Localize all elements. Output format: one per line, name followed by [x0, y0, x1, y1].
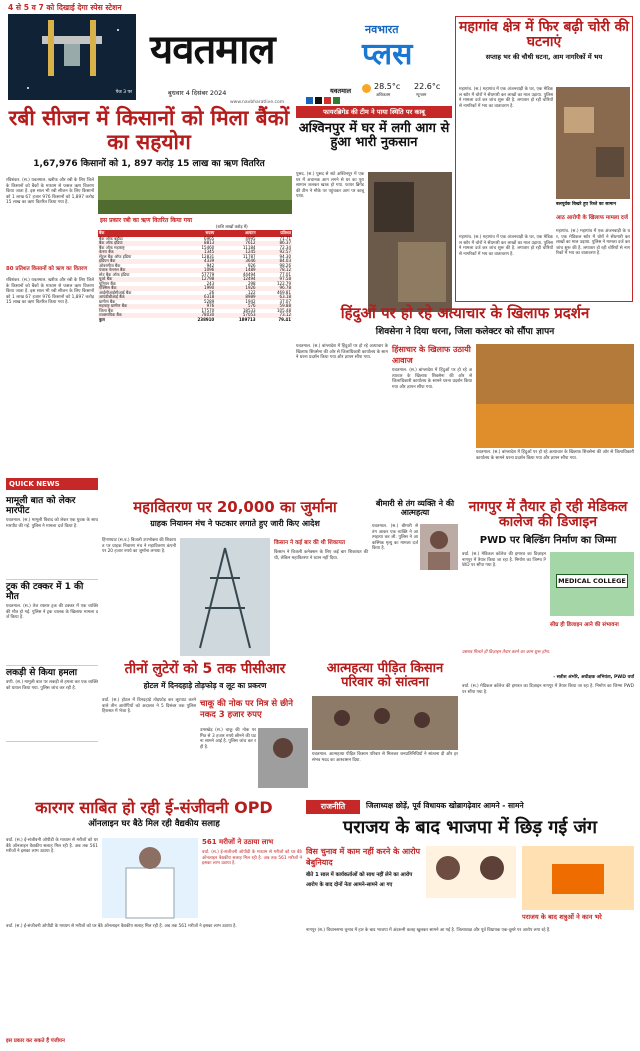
politics-label: राजनीति — [306, 800, 360, 814]
fire-body: पुसद. (स.) पुसद से सटे अश्विनपुर में एक घर में अचानक आग लगने से घर का पूरा सामान जलकर खाक हो गया. फायर ब्रिगेड की टीम ने मौके पर पहुंचकर आग पर काबू पाया. — [296, 172, 366, 199]
loan-cell: केनरा बैंक — [99, 249, 114, 254]
knife-title: चाकू की नोक पर मित्र से छीने नकद 3 हजार रुपए — [200, 699, 293, 720]
loan-cell: 1245 — [245, 249, 256, 254]
masthead — [140, 4, 452, 104]
opd-body-2: वर्धा. (स.) ई-संजीवनी ओपीडी के माध्यम से मरीजों को घर बैठे ऑनलाइन वैद्यकीय सलाह मिल रही है. अब तक 561 मरीजों ने इसका लाभ उठाया है. — [202, 850, 304, 866]
space-station-image — [8, 14, 136, 100]
teaser-headline: 4 से 5 व 7 को दिखाई देगा स्पेस स्टेशन — [8, 3, 122, 12]
loan-cell: 92.57 — [279, 249, 291, 254]
loan-cell: 298 — [247, 280, 256, 286]
loan-cell: 942 — [206, 262, 215, 268]
politics-sub: विस चुनाव में काम नहीं करने के आरोप बेबुनियाद — [306, 847, 421, 867]
opd-subtitle: ऑनलाइन घर बैठे मिल रही वैद्यकीय सलाह — [88, 819, 220, 829]
medical-story — [462, 500, 634, 772]
loan-cell: 1096 — [204, 267, 215, 272]
mahavitaran-story — [102, 500, 368, 658]
lead-body: रविशंकर. (स.) यवतमाल. खरीफ और रबी के लिए जिले के किसानों को बैंकों के माध्यम से फसल ऋण वितरण किया जाता है. इस साल भी रबी सीजन के लिए किसानों को 1 लाख 67 हजार 976 किसानों को 1,897 करोड़ 15 लाख का ऋण वितरित किया गया है. — [6, 178, 96, 205]
theft-photo-caption: बलपूर्वक बिखरे हुए रिश्ते का सामान — [556, 202, 616, 207]
politics-points — [306, 872, 422, 891]
loan-cell: 976 — [206, 303, 215, 308]
medical-sign-text: MEDICAL COLLEGE — [556, 574, 628, 588]
robbers-subtitle: होटल में दिनदहाड़े तोड़फोड़ व लूट का प्रकरण — [143, 681, 267, 690]
medical-body: वर्धा. (स.) मेडिकल कॉलेज की इमारत का डिज़ाइन नागपुर में तैयार किया जा रहा है. निर्माण का जिम्मा PWD पर सौंपा गया है. — [462, 552, 548, 568]
loan-cell: यूको बैंक — [99, 276, 113, 281]
loan-cell: 238910 — [197, 316, 215, 322]
quick-news-body: यवतमाल. (स.) तेज रफ्तार ट्रक की टक्कर में एक व्यक्ति की मौत हो गई. पुलिस ने ट्रक चालक के खिलाफ मामला दर्ज किया है. — [6, 604, 98, 666]
medical-title: नागपुर में तैयार हो रही मेडिकल कालेज की डिजाइन — [468, 499, 628, 530]
loan-table-title: इस प्रकार रबी का ऋण वितरित किया गया — [100, 217, 193, 224]
temp-max-label: अधिकतम — [376, 92, 391, 97]
loan-cell: बैंक ऑफ बड़ौदा — [99, 235, 123, 241]
loan-cell: 12798 — [201, 276, 215, 281]
theft-body-more: महागांव. (स.) महागांव में एक अंजनवाड़ी के घर, एक मेडिकल स्टोर में चोरों ने सेंधमारी कर लाखों का माल उड़ाया. पुलिस ने मामला दर्ज कर जांच शुरू की है. लगातार हो रही चोरियों से नागरिकों में भय का वातावरण है. — [459, 235, 555, 257]
theft-subtitle: सप्ताह भर की चौथी घटना, आम नागरिकों में भय — [485, 53, 603, 62]
loan-cell: 63.18 — [279, 294, 291, 299]
loan-cell: जिला बैंक — [99, 307, 114, 313]
loan-cell: 26 — [209, 289, 215, 295]
robbers-story — [102, 662, 308, 796]
fire-photo — [368, 172, 452, 312]
loan-col-header: आवंटन — [215, 230, 256, 237]
loan-cell: 73.12 — [279, 312, 291, 317]
loan-cell: 105.48 — [277, 307, 291, 313]
mahavitaran-body: हिंगणघाट (स.व.) बिजली उपभोक्ता की शिकायत पर ग्राहक निवारण मंच ने महावितरण कंपनी पर 20 हजार रुपये का जुर्माना लगाया है. — [102, 538, 178, 554]
politics-title: पराजय के बाद भाजपा में छिड़ गई जंग — [343, 817, 597, 838]
loan-cell: ओवरसीज बैंक — [99, 262, 121, 268]
election-photo — [522, 846, 634, 910]
temp-min-label: न्यूनतम — [416, 92, 427, 97]
protest-subtitle: शिवसेना ने दिया धरना, जिला कलेक्टर को सौंपा ज्ञापन — [375, 327, 555, 337]
loan-cell: 7612 — [245, 240, 256, 245]
website[interactable]: www.navbharatlive.com — [230, 100, 285, 105]
politics-point: आरोप के बाद दोनों नेता आमने-सामने आ गए — [306, 881, 393, 888]
whatsapp-icon[interactable] — [333, 97, 340, 104]
mahavitaran-subtitle: ग्राहक नियामन मंच ने फटकार लगाते हुए जारी किए आदेश — [150, 519, 320, 528]
quick-news — [6, 478, 98, 774]
facebook-icon[interactable] — [306, 97, 313, 104]
sun-icon — [362, 84, 371, 93]
protest-story — [296, 304, 634, 474]
loan-cell: 71.71 — [279, 235, 291, 241]
lead-subtitle: 1,67,976 किसानों को 1, 897 करोड़ 15 लाख का ऋण वितरित — [33, 159, 265, 169]
loan-cell: 122 — [247, 289, 256, 295]
loan-cell: इंडियन बैंक — [99, 258, 116, 263]
loan-cell: 1942 — [245, 298, 256, 304]
loan-cell: 98.26 — [279, 262, 291, 268]
loan-cell: 78030 — [201, 312, 215, 317]
loan-cell: 78.12 — [279, 267, 291, 272]
loan-cell: 5289 — [204, 298, 215, 304]
protest-title: हिंदुओं पर हो रहे अत्याचार के खिलाफ प्रदर्शन — [340, 304, 590, 322]
farmer-photo — [312, 696, 458, 750]
fire-title: अश्विनपुर में घर में लगी आग से हुआ भारी नुकसान — [298, 121, 450, 151]
issue-date: बुधवार 4 दिसंबर 2024 — [168, 89, 227, 97]
loan-cell: 37.07 — [279, 298, 291, 304]
loan-cell: 11184 — [242, 244, 256, 250]
portrait-photo — [420, 524, 458, 570]
loan-cell: 59.88 — [279, 303, 291, 308]
politics-story — [306, 800, 634, 1046]
loan-cell: 6318 — [204, 294, 215, 299]
loan-table-note: (राशि लाखों करोड़ में) — [216, 224, 248, 229]
loan-cell: 469.81 — [277, 289, 291, 295]
opd-body: वर्धा. (स.) ई-संजीवनी ओपीडी के माध्यम से मरीजों को घर बैठे ऑनलाइन वैद्यकीय सलाह मिल रही है. अब तक 561 मरीजों ने इसका लाभ उठाया है. — [6, 838, 100, 854]
politicians-photo — [426, 846, 516, 898]
knife-body: उमरखेड़ (स.) चाकू की नोक पर मित्र से 3 हजार रुपये छीनने की घटना सामने आई है. पुलिस जांच कर रही है. — [200, 728, 258, 750]
theft-story — [455, 16, 633, 302]
x-icon[interactable] — [315, 97, 322, 104]
loan-cell: ग्रामीण बैंक — [99, 298, 116, 304]
opd-closing: इस प्रकार कर सकते हैं पंजीयन — [6, 1038, 65, 1044]
loan-cell: 77.01 — [279, 271, 291, 277]
loan-cell: 11787 — [242, 253, 256, 259]
loan-cell: महाराष्ट्र ग्रामीण बैंक — [99, 303, 128, 308]
youtube-icon[interactable] — [324, 97, 331, 104]
loan-col-header: बैंक — [98, 230, 174, 237]
loan-cell: 1926 — [245, 285, 256, 290]
loan-cell: 576 — [247, 303, 256, 308]
loan-cell: यूनियन बैंक — [99, 280, 116, 286]
knife-photo — [258, 728, 308, 788]
loan-cell: कुल — [99, 316, 105, 322]
loan-cell: व्यवसायिक बैंक — [99, 312, 122, 317]
loan-cell: पंजाब नेशनल बैंक — [99, 267, 126, 272]
protest-sub-head: हिंसाचार के खिलाफ उठायी आवाज — [392, 345, 471, 365]
fire-story — [296, 106, 452, 330]
mahavitaran-box-caption: किसान ने कई बार की थी शिकायत — [274, 540, 346, 546]
loan-cell: स्टेट बैंक ऑफ इंडिया — [99, 271, 130, 277]
theft-side-title: आठ आरोपी के खिलाफ मामला दर्ज — [556, 215, 628, 221]
protest-body: यवतमाल. (स.) बांग्लादेश में हिंदुओं पर हो रहे अत्याचार के खिलाफ शिवसेना की ओर से जिलाधिकारी कार्यालय के सामने धरना प्रदर्शन किया गया और ज्ञापन सौंपा गया. — [296, 344, 390, 360]
teaser-page-ref[interactable]: पेज 3 पर — [115, 90, 132, 95]
loan-cell: 6965 — [204, 235, 215, 241]
quick-news-title: मामूली बात को लेकर मारपीट — [6, 496, 76, 516]
brand-bottom: प्लस — [362, 37, 413, 72]
weather-city: यवतमाल — [330, 87, 352, 95]
opd-title: कारगर साबित हो रही ई-संजीवनी OPD — [35, 798, 273, 817]
medical-quote: प्रस्ताव मिलते ही डिज़ाइन तैयार करने का काम शुरू होगा. — [462, 650, 551, 655]
protest-caption: यवतमाल. (स.) बांग्लादेश में हिंदुओं पर हो रहे अत्याचार के खिलाफ शिवसेना की ओर से जिलाधिकारी कार्यालय के सामने धरना प्रदर्शन किया गया और ज्ञापन सौंपा गया. — [476, 450, 636, 461]
loan-cell: 57779 — [201, 271, 215, 277]
loan-cell: 12831 — [201, 253, 215, 259]
social-icons[interactable] — [306, 97, 340, 104]
crop-photo — [98, 176, 292, 214]
loan-cell: बैंक ऑफ महाराष्ट्र — [99, 244, 125, 250]
quick-news-title: लकड़ी से किया हमला — [6, 668, 78, 678]
medical-subtitle: PWD पर बिल्डिंग निर्माण का जिम्मा — [479, 535, 617, 546]
loan-cell: सेंट्रल बैंक ऑफ इंडिया — [99, 253, 132, 259]
loan-cell: 15460 — [201, 244, 215, 250]
loan-cell: 17570 — [201, 307, 215, 313]
loan-cell: 12494 — [242, 276, 256, 281]
illness-body: यवतमाल. (स.) बीमारी से तंग आकर एक व्यक्ति ने आत्महत्या कर ली. पुलिस ने आकस्मिक मृत्यु का मामला दर्ज किया है. — [372, 524, 420, 551]
loan-cell: 189713 — [238, 316, 256, 322]
farmer-title: आत्महत्या पीड़ित किसान परिवार को सांत्वना — [326, 661, 444, 690]
politics-body: नागपुर (स.) विधानसभा चुनाव में हार के बाद भाजपा में अंदरूनी कलह खुलकर सामने आ गई है. जिलाध्यक्ष और पूर्व विधायक एक-दूसरे पर आरोप लगा रहे हैं. — [306, 928, 551, 933]
loan-cell: 1345 — [204, 249, 215, 254]
loan-cell: 79.41 — [278, 316, 291, 322]
quick-news-title: ट्रक की टक्कर में 1 की मौत — [6, 582, 84, 602]
brand-top: नवभारत — [365, 23, 399, 36]
doctor-photo — [102, 838, 198, 918]
illness-title: बीमारी से तंग व्यक्ति ने की आत्महत्या — [375, 499, 455, 517]
loan-cell: 44494 — [242, 271, 256, 277]
robbers-title: तीनों लुटेरों को 5 तक पीसीआर — [124, 661, 286, 677]
loan-cell: आईसीआईसीआई बैंक — [99, 289, 132, 295]
opd-story — [6, 800, 302, 1046]
theft-photo — [556, 87, 630, 199]
theft-side-body: महागांव. (स.) महागांव में एक अंजनवाड़ी के घर, एक मेडिकल स्टोर में चोरों ने सेंधमारी कर लाखों का माल उड़ाया. पुलिस ने मामला दर्ज कर जांच शुरू की है. लगातार हो रही चोरियों से नागरिकों में भय का वातावरण है. — [556, 229, 632, 256]
protest-body-2: यवतमाल. (स.) बांग्लादेश में हिंदुओं पर हो रहे अत्याचार के खिलाफ शिवसेना की ओर से जिलाधिकारी कार्यालय के सामने धरना प्रदर्शन किया गया और ज्ञापन सौंपा गया. — [392, 368, 474, 390]
lead-body-more: रविशंकर. (स.) यवतमाल. खरीफ और रबी के लिए जिले के किसानों को बैंकों के माध्यम से फसल ऋण वितरण किया जाता है. इस साल भी रबी सीजन के लिए किसानों को 1 लाख 67 हजार 976 किसानों को 1,897 करोड़ 15 लाख का ऋण वितरित किया गया है. — [6, 278, 96, 305]
fire-kicker: फायरब्रिगेड की टीम ने पाया स्थिति पर काबू — [296, 106, 452, 118]
loan-cell: 8813 — [204, 240, 215, 245]
loan-cell: 4339 — [204, 258, 215, 263]
politics-photo-caption: पराजय के बाद शत्रुओं ने कान भरे — [522, 913, 602, 921]
top-teaser — [8, 3, 136, 101]
loan-cell: 8989 — [245, 294, 256, 299]
opd-stat: 561 मरीजों ने उठाया लाभ — [202, 838, 274, 846]
theft-body: महागांव. (स.) महागांव में एक अंजनवाड़ी के घर, एक मेडिकल स्टोर में चोरों ने सेंधमारी कर लाखों का माल उड़ाया. पुलिस ने मामला दर्ज कर जांच शुरू की है. लगातार हो रही चोरियों से नागरिकों में भय का वातावरण है. — [459, 87, 555, 109]
illness-story — [372, 500, 458, 660]
lead-story — [6, 106, 292, 330]
loan-cell: आयडीबीआई बैंक — [99, 294, 125, 299]
robbers-body: वर्धा. (स.) होटल में दिनदहाड़े तोड़फोड़ कर लूटपाट करने वाले तीन आरोपियों को अदालत ने 5 दिसंबर तक पुलिस हिरासत में भेजा है. — [102, 698, 198, 714]
farmer-body: यवतमाल. आत्महत्या पीड़ित किसान परिवार से मिलकर जनप्रतिनिधियों ने सांत्वना दी और हरसंभव मदद का आश्वासन दिया. — [312, 752, 458, 763]
loan-cell: 4995 — [245, 235, 256, 241]
loan-col-header: सदस्य — [174, 230, 215, 237]
medical-caption: सीघ्र ही डिजाइन आने की संभावना — [550, 622, 619, 628]
lead-side-heading: 80 प्रतिशत किसानों को ऋण का वितरण — [6, 266, 88, 272]
quick-news-list — [6, 494, 98, 742]
loan-cell: 243 — [206, 280, 215, 286]
medical-college-sign — [550, 552, 634, 616]
loan-cell: 926 — [247, 262, 256, 268]
loan-cell: 84.03 — [279, 258, 291, 263]
loan-cell: 57053 — [242, 312, 256, 317]
mahavitaran-box-body: किसान ने बिजली कनेक्शन के लिए कई बार शिकायत की थी, लेकिन महावितरण ने ध्यान नहीं दिया. — [274, 550, 370, 561]
quick-news-body: यवतमाल. (स.) मामूली विवाद को लेकर एक युवक के साथ मारपीट की गई. पुलिस ने मामला दर्ज किया है. — [6, 518, 98, 580]
quick-news-body: वणी. (स.) मामूली बात पर लकड़ी से हमला कर एक व्यक्ति को घायल किया गया. पुलिस जांच कर रही है. — [6, 680, 98, 742]
loan-table — [98, 230, 292, 322]
paper-title: यवतमाल — [150, 27, 275, 73]
loan-cell: एक्सिस बैंक — [99, 285, 117, 290]
medical-body-more: वर्धा. (स.) मेडिकल कॉलेज की इमारत का डिज़ाइन नागपुर में तैयार किया जा रहा है. निर्माण का जिम्मा PWD पर सौंपा गया है. — [462, 684, 636, 695]
loan-cell: 97.58 — [279, 276, 291, 281]
loan-cell: 18533 — [242, 307, 256, 313]
lead-title: रबी सीजन में किसानों को मिला बैंकों का सहयोग — [8, 106, 290, 154]
temp-min: 22.6°c — [414, 82, 441, 91]
loan-cell: 72.34 — [279, 244, 291, 250]
politics-point: बीते 1 साल में कार्यकर्ताओं को साथ नहीं लेने का आरोप — [306, 872, 413, 878]
opd-body-3: वर्धा. (स.) ई-संजीवनी ओपीडी के माध्यम से मरीजों को घर बैठे ऑनलाइन वैद्यकीय सलाह मिल रही है. अब तक 561 मरीजों ने इसका लाभ उठाया है. — [6, 924, 237, 929]
loan-cell: 1489 — [245, 267, 256, 272]
loan-col-header: प्रतिशत — [257, 230, 292, 237]
loan-cell: 1990 — [204, 285, 215, 290]
temp-max: 28.5°c — [374, 82, 401, 91]
mahavitaran-title: महावितरण पर 20,000 का जुर्माना — [133, 498, 337, 516]
medical-quote-by: - सतीश अंभोरे, अधीक्षक अभियंता, PWD वर्धा — [553, 675, 634, 680]
loan-cell: 3646 — [245, 258, 256, 263]
power-tower-photo — [180, 538, 270, 656]
protest-photo — [476, 344, 634, 448]
loan-cell: बैंक ऑफ इंडिया — [99, 240, 123, 245]
politics-kicker: जिलाध्यक्ष छोड़ें, पूर्व विधायक खोब्रागढ़ेवार आमने - सामने — [366, 801, 524, 810]
loan-cell: 86.37 — [279, 240, 291, 245]
theft-title: महागांव क्षेत्र में फिर बढ़ी चोरी की घटनाएं — [459, 19, 629, 50]
farmer-story — [312, 662, 458, 796]
loan-cell: 122.79 — [277, 280, 291, 286]
loan-cell: 96.78 — [279, 285, 291, 290]
loan-table-row — [98, 318, 292, 323]
loan-cell: 94.30 — [279, 253, 291, 259]
quick-news-label: QUICK NEWS — [6, 478, 98, 490]
